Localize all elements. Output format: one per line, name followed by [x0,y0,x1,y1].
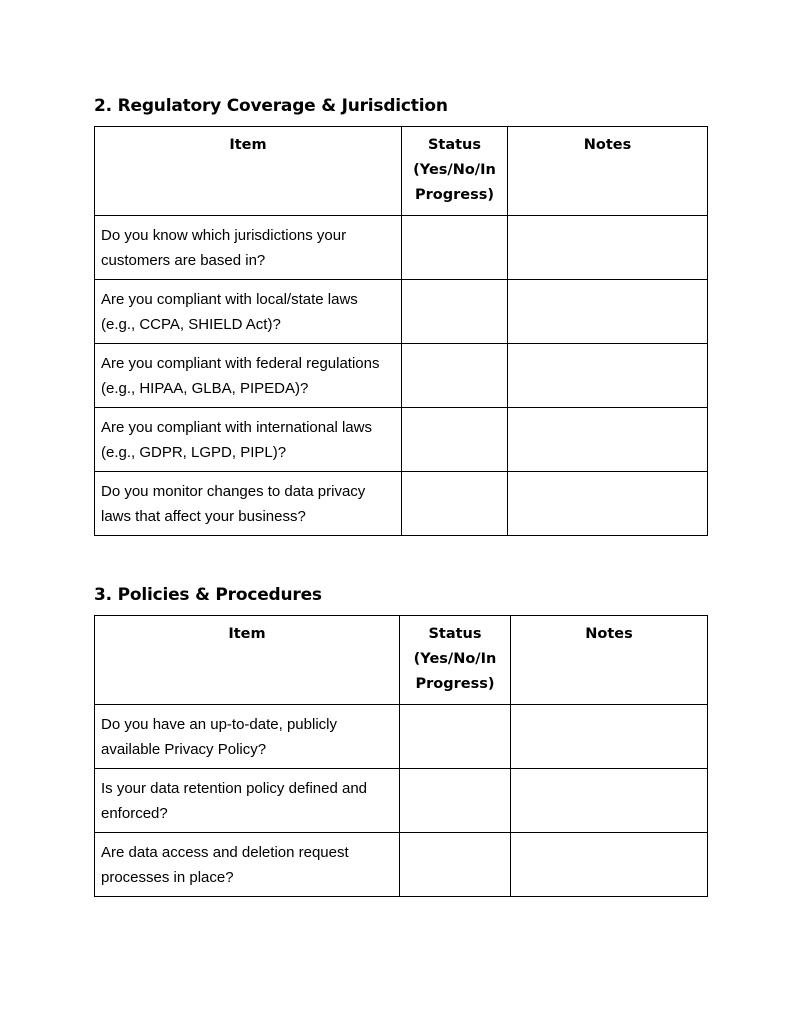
regulatory-checklist-table [94,126,708,536]
item-cell: Do you know which jurisdictions your customers are based in? [95,216,402,280]
item-cell: Do you monitor changes to data privacy laws that affect your business? [95,472,402,536]
table-row [95,344,708,408]
status-cell[interactable] [402,472,508,536]
notes-cell[interactable] [508,280,708,344]
status-cell[interactable] [400,833,511,897]
table-row [95,833,708,897]
notes-cell[interactable] [508,472,708,536]
status-cell[interactable] [402,344,508,408]
table-row [95,408,708,472]
section-policies-procedures [94,584,708,897]
status-cell[interactable] [402,216,508,280]
item-cell: Do you have an up-to-date, publicly available Privacy Policy? [95,705,400,769]
column-header-status: Status (Yes/No/In Progress) [402,127,508,216]
column-header-notes: Notes [508,127,708,216]
section-title: 2. Regulatory Coverage & Jurisdiction [94,96,448,116]
table-header-row [95,616,708,705]
column-header-notes: Notes [511,616,708,705]
section-title: 3. Policies & Procedures [94,585,322,605]
item-cell: Are data access and deletion request processes in place? [95,833,400,897]
table-row [95,216,708,280]
item-cell: Is your data retention policy defined and enforced? [95,769,400,833]
status-cell[interactable] [402,280,508,344]
section-regulatory-coverage [94,95,708,536]
notes-cell[interactable] [511,769,708,833]
table-header-row [95,127,708,216]
table-row [95,705,708,769]
table-row [95,472,708,536]
table-row [95,769,708,833]
table-row [95,280,708,344]
status-cell[interactable] [400,769,511,833]
column-header-status: Status (Yes/No/In Progress) [400,616,511,705]
notes-cell[interactable] [508,216,708,280]
notes-cell[interactable] [511,705,708,769]
item-cell: Are you compliant with international laws (e.g., GDPR, LGPD, PIPL)? [95,408,402,472]
column-header-item: Item [95,616,400,705]
policies-checklist-table [94,615,708,897]
status-cell[interactable] [400,705,511,769]
item-cell: Are you compliant with federal regulations (e.g., HIPAA, GLBA, PIPEDA)? [95,344,402,408]
notes-cell[interactable] [511,833,708,897]
notes-cell[interactable] [508,408,708,472]
item-cell: Are you compliant with local/state laws (e.g., CCPA, SHIELD Act)? [95,280,402,344]
status-cell[interactable] [402,408,508,472]
notes-cell[interactable] [508,344,708,408]
column-header-item: Item [95,127,402,216]
